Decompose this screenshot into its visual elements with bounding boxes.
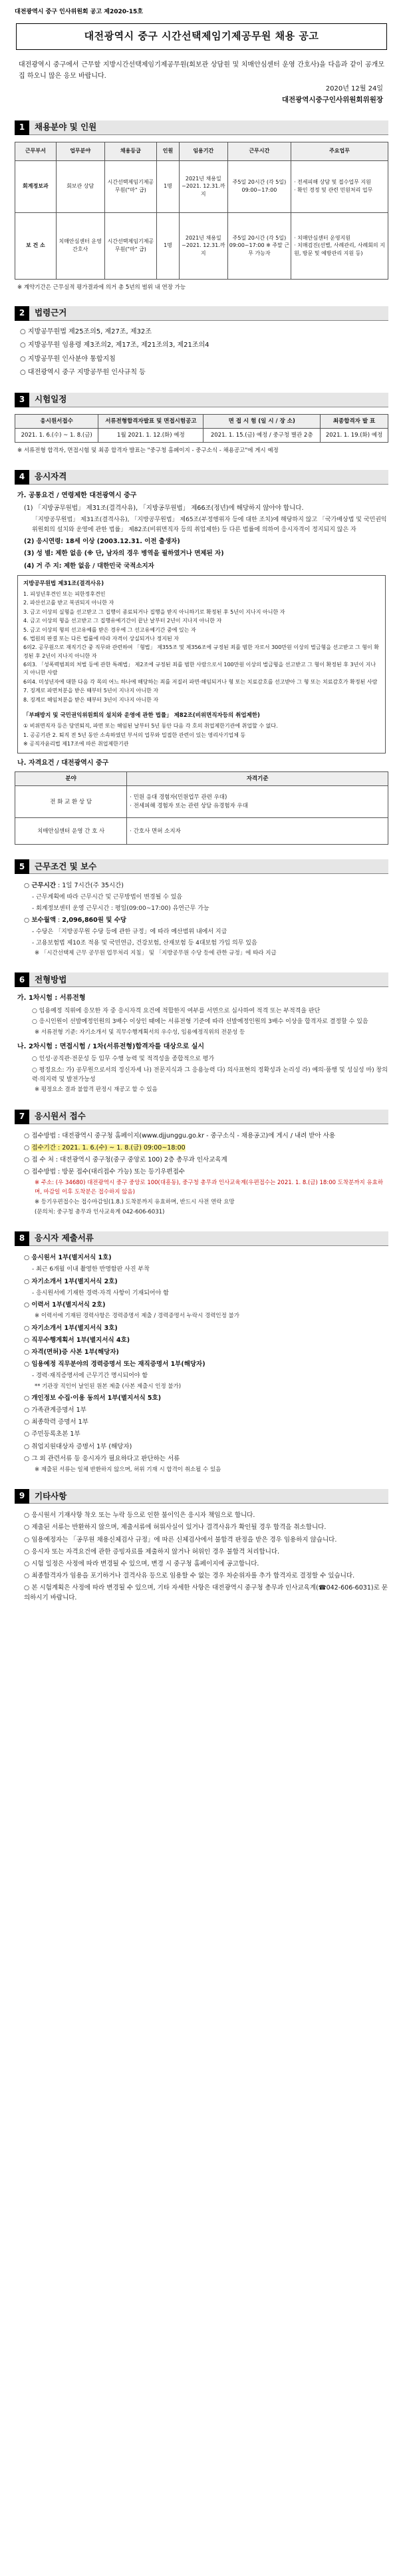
- section-7-header: [15, 1110, 388, 1124]
- section-number: 3: [15, 393, 29, 407]
- box-title: 「부패방지 및 국민권익위원회의 설치와 운영에 관한 법률」 제82조(비위면직자등의 취업제한): [23, 712, 260, 720]
- document-note: ※ 제출된 서류는 일체 반환하지 않으며, 허위 기재 시 합격이 취소될 수 있음: [35, 1466, 221, 1473]
- table-cell: 시간선택제임기제공무원("마" 급): [104, 212, 157, 279]
- application-contact: (문의처: 중구청 총무과 인사교육계 042-606-6031): [35, 1208, 165, 1215]
- selection-detail: ○ 인성·공직관·전문성 등 임무 수행 능력 및 적격성을 종합적으로 평가: [32, 1056, 215, 1063]
- box-line: 4. 금고 이상의 형을 선고받고 그 집행유예기간이 끝난 날부터 2년이 지나지 아니한 자: [23, 618, 222, 624]
- table-cell: 2021. 1. 19.(화) 예정: [321, 429, 388, 443]
- table-header: 자격기준: [127, 771, 388, 785]
- notice-date: 2020년 12월 24일: [325, 85, 383, 93]
- selection-detail: ○ 평정요소: 가) 공무원으로서의 정신자세 나) 전문지식과 그 응용능력 다) 의사표현의 정확성과 논리성 라) 예의·품행 및 성실성 마) 창의력·의지력 및 발전가능성: [32, 1066, 388, 1084]
- condition-detail: - 회계정보센터 운영 근무시간 : 평일(09:00~17:00) 유연근무 가능: [32, 905, 209, 912]
- box-line: 2. 파산선고를 받고 복권되지 아니한 자: [23, 600, 114, 606]
- document-detail: ** 기관장 직인이 날인된 원본 제출 (사본 제출시 인정 불가): [35, 1383, 182, 1390]
- document-item: ○ 응시원서 1부(별지서식 1호): [24, 1254, 112, 1262]
- section-title: 응시자 제출서류: [29, 1231, 388, 1246]
- condition-note: ※ 「시간선택제 근무 공무원 업무처리 지침」 및 「지방공무원 수당 등에 관한 규정」에 따라 지급: [35, 950, 277, 957]
- section-number: 4: [15, 470, 29, 485]
- box-line: 6의2. 공무원으로 재직기간 중 직무와 관련하여 「형법」 제355조 및 제356조에 규정된 죄를 범한 자로서 300만원 이상의 벌금형을 선고받고 그 형이 확정된 후 2년이 지나지 아니한 자: [23, 644, 379, 659]
- recruit-table: [15, 142, 388, 280]
- section-number: 1: [15, 120, 29, 135]
- document-item: ○ 자격(면허)증 사본 1부(해당자): [24, 1348, 119, 1356]
- table-cell: 1명: [157, 212, 180, 279]
- selection-stage-2: 나. 2차시험 : 면접시험 / 1차(서류전형)합격자를 대상으로 실시: [17, 1042, 205, 1050]
- misc-item: ○ 본 시험계획은 사정에 따라 변경될 수 있으며, 기타 자세한 사항은 대전광역시 중구청 총무과 인사교육계(☎042-606-6031)로 문의하시기 바랍니다.: [24, 1584, 388, 1602]
- section-number: 7: [15, 1110, 29, 1124]
- eligibility-part-a: 가. 공통요건 / 연령제한 대전광역시 중구: [17, 491, 137, 499]
- document-item: ○ 자기소개서 1부(별지서식 3호): [24, 1324, 118, 1332]
- eligibility-item: (1) 「지방공무원법」 제31조(결격사유), 「지방공무원법」 제66조(정년)에 해당하지 않아야 합니다.: [24, 505, 304, 513]
- table-cell: · 치매안심센터 운영지원 · 치매검진(선별, 사례관리, 사례회의 지원, 방문 및 예방관리 지원 등): [291, 212, 388, 279]
- disqualification-box: [17, 575, 386, 754]
- selection-detail: ○ 임용예정 직위에 응모한 자 중 응시자격 요건에 적합한지 여부를 서면으로 심사하여 적격 또는 부적격을 판단: [32, 1007, 321, 1014]
- condition-item: ○ 보수월액 : 2,096,860원 및 수당: [24, 917, 127, 925]
- box-line: 1. 공공기관 2. 퇴직 전 5년 동안 소속하였던 부서의 업무와 밀접한 관련이 있는 영리사기업체 등: [23, 732, 246, 738]
- document-item: ○ 가족관계증명서 1부: [24, 1406, 86, 1414]
- table-cell: · 간호사 면허 소지자: [127, 818, 388, 845]
- table-header: 채용등급: [104, 142, 157, 160]
- section-title: 법령근거: [29, 306, 388, 321]
- document-item: ○ 취업지원대상자 증명서 1부 (해당자): [24, 1442, 132, 1450]
- table-cell: · 민원 응대 경험자(민원업무 관련 우대) · 전세피해 경험자 또는 관련 상담 유경험자 우대: [127, 786, 388, 818]
- table-cell: 보 건 소: [15, 212, 57, 279]
- section-1-header: [15, 120, 388, 135]
- selection-note: ※ 평정요소 결과 불합격 판정시 재공고 할 수 있음: [35, 1086, 158, 1094]
- section-title: 기타사항: [29, 1489, 388, 1504]
- intro-paragraph: 대전광역시 중구에서 근무할 지방시간선택제임기제공무원(회보관 상담원 및 치매안심센터 운영 간호사)을 다음과 같이 공개모집 하오니 많은 응모 바랍니다.: [19, 61, 384, 80]
- section-title: 응시원서 접수: [29, 1110, 388, 1124]
- box-line: ※ 공직자윤리법 제17조에 따른 취업제한기관: [23, 741, 129, 747]
- section-title: 채용분야 및 인원: [29, 120, 388, 135]
- section-number: 8: [15, 1231, 29, 1246]
- selection-note: ※ 서류전형 기준: 자기소개서 및 직무수행계획서의 우수성, 임용예정직위의 전문성 등: [35, 1028, 245, 1036]
- table-header: 주요업무: [291, 142, 388, 160]
- application-note: ※ 등기우편접수는 접수마감일(1.8.) 도착분까지 유효하며, 반드시 사전 연락 요망: [35, 1198, 235, 1205]
- section-number: 9: [15, 1489, 29, 1504]
- box-line: 6의3. 「성폭력범죄의 처벌 등에 관한 특례법」 제2조에 규정된 죄를 범한 사람으로서 100만원 이상의 벌금형을 선고받고 그 형이 확정된 후 3년이 지나지 아니한 사람: [23, 662, 376, 676]
- box-line: 7. 징계로 파면처분을 받은 때부터 5년이 지나지 아니한 자: [23, 688, 159, 694]
- selection-stage-1: 가. 1차시험 : 서류전형: [17, 994, 86, 1002]
- section-4-header: [15, 470, 388, 485]
- eligibility-part-b: 나. 자격요건 / 대전광역시 중구: [17, 759, 109, 767]
- table-header: 최종합격자 발 표: [321, 414, 388, 428]
- table-cell: 주5일 20시간 (각 5일) 09:00~17:00 ※ 주말 근무 가능자: [227, 212, 291, 279]
- application-item: ○ 접수기간 : 2021. 1. 6.(수) ~ 1. 8.(금) 09:00~18:00: [24, 1144, 186, 1152]
- box-line: 5. 금고 이상의 형의 선고유예를 받은 경우에 그 선고유예기간 중에 있는 자: [23, 626, 196, 633]
- misc-item: ○ 시험 일정은 사정에 따라 변경될 수 있으며, 변경 시 중구청 홈페이지에 공고합니다.: [24, 1560, 259, 1568]
- table-cell: 회보관 상담: [56, 160, 104, 212]
- eligibility-detail: 「지방공무원법」 제31조(결격사유), 「지방공무원법」 제65조(부정행위자 등에 대한 조치)에 해당하지 않고 「국가배상법 및 국민권익위원회의 설치와 운영에 관한 법률」 제82조(비위면직자 등의 취업제한) 등 다른 법률에 의하여 응시자격이 정지되지 않은 자: [32, 517, 387, 533]
- box-line: ① 비위면직자 등은 당연퇴직, 파면 또는 해임된 날부터 5년 동안 다음 각 호의 취업제한기관에 취업할 수 없다.: [23, 723, 278, 730]
- table-cell: · 전세피해 상담 및 접수업무 지원 · 확인 경정 및 관련 민원처리 업무: [291, 160, 388, 212]
- table-cell: 주5일 20시간 (각 5일) 09:00~17:00: [227, 160, 291, 212]
- law-item: ○ 지방공무원법 제25조의5, 제27조, 제32조: [20, 327, 152, 335]
- document-item: ○ 임용예정 직무분야의 경력증명서 또는 재직증명서 1부(해당자): [24, 1361, 205, 1369]
- table-header: 분야: [15, 771, 127, 785]
- box-line: 8. 징계로 해임처분을 받은 때부터 3년이 지나지 아니한 자: [23, 696, 159, 703]
- table-header: 임용기간: [179, 142, 227, 160]
- table-cell: 2021. 1. 6.(수) ~ 1. 8.(금): [15, 429, 98, 443]
- notice-number: 대전광역시 중구 인사위원회 공고 제2020-15호: [15, 9, 143, 15]
- condition-detail: - 근무계획에 따라 근무시간 및 근무방법이 변경될 수 있음: [32, 894, 183, 901]
- selection-detail: ○ 응시인원이 선발예정인원의 3배수 이상인 때에는 서류전형 기준에 따라 선발예정인원의 3배수 이상을 합격자로 결정할 수 있음: [32, 1018, 368, 1026]
- document-detail: ※ 이력서에 기재된 경력사항은 경력증명서 제출 / 경력증명서 누락시 경력인정 불가: [35, 1313, 239, 1320]
- table-header: 근무시간: [227, 142, 291, 160]
- section-3-header: [15, 393, 388, 407]
- recruit-note: ※ 계약기간은 근무실적 평가결과에 의거 총 5년의 범위 내 연장 가능: [17, 284, 186, 291]
- law-item: ○ 대전광역시 중구 지방공무원 인사규칙 등: [20, 369, 146, 377]
- document-detail: - 경력·재직증명서에 근무기간 명시되어야 함: [32, 1373, 148, 1380]
- qualification-table: [15, 771, 388, 845]
- document-detail: - 응시원서에 기재한 경력·자격 사항이 기재되어야 함: [32, 1289, 169, 1297]
- application-item: ○ 접수방법 : 대전광역시 중구청 홈페이지(www.djjunggu.go.kr - 중구소식 - 채용공고)에 게시 / 내려 받아 사용: [24, 1132, 336, 1140]
- eligibility-item: (3) 성 별: 제한 없음 (※ 단, 남자의 경우 병역을 필하였거나 면제된 자): [24, 550, 224, 558]
- table-cell: 1월 2021. 1. 12.(화) 예정: [98, 429, 203, 443]
- table-cell: 치매안심센터 운영 간 호 사: [15, 818, 127, 845]
- section-number: 2: [15, 306, 29, 321]
- box-line: 3. 금고 이상의 실형을 선고받고 그 집행이 종료되거나 집행을 받지 아니하기로 확정된 후 5년이 지나지 아니한 자: [23, 608, 285, 615]
- document-item: ○ 직무수행계획서 1부(별지서식 4호): [24, 1336, 130, 1344]
- box-line: 1. 피성년후견인 또는 피한정후견인: [23, 590, 106, 597]
- law-item: ○ 지방공무원 인사분야 통합지침: [20, 355, 116, 363]
- document-item: ○ 자기소개서 1부(별지서식 2호): [24, 1277, 118, 1285]
- section-8-header: [15, 1231, 388, 1246]
- document-item: ○ 이력서 1부(별지서식 2호): [24, 1301, 106, 1309]
- schedule-table: [15, 414, 388, 443]
- application-item: ○ 접수방법 : 방문 접수(대리접수 가능) 또는 등기우편접수: [24, 1168, 185, 1176]
- section-6-header: [15, 972, 388, 987]
- table-header: 인원: [157, 142, 180, 160]
- table-cell: 치매안심센터 운영 간호사: [56, 212, 104, 279]
- document-detail: - 최근 6개월 이내 촬영한 반명함판 사진 부착: [32, 1266, 150, 1273]
- misc-item: ○ 제출된 서류는 반환하지 않으며, 제출서류에 허위사실이 있거나 결격사유가 확인될 경우 합격을 취소합니다.: [24, 1524, 327, 1532]
- table-cell: 2021년 채용일 ~2021. 12.31.까지: [179, 212, 227, 279]
- box-title: 지방공무원법 제31조(결격사유): [23, 580, 104, 587]
- section-5-header: [15, 859, 388, 874]
- law-item: ○ 지방공무원 임용령 제3조의2, 제17조, 제21조의3, 제21조의4: [20, 341, 209, 349]
- notice-title: 대전광역시 중구 시간선택제임기제공무원 채용 공고: [16, 23, 387, 50]
- section-number: 5: [15, 859, 29, 874]
- section-title: 근무조건 및 보수: [29, 859, 388, 874]
- misc-item: ○ 임용예정자는 「공무원 채용신체검사 규정」에 따른 신체검사에서 불합격 판정을 받은 경우 임용하지 않습니다.: [24, 1536, 337, 1544]
- table-header: 응시원서접수: [15, 414, 98, 428]
- application-item: ○ 접 수 처 : 대전광역시 중구청(중구 중앙로 100) 2층 총무과 인사교육계: [24, 1156, 227, 1164]
- notice-org: 대전광역시중구인사위원회위원장: [281, 96, 383, 105]
- table-header: 면 접 시 험 (일 시 / 장 소): [203, 414, 321, 428]
- table-cell: 1명: [157, 160, 180, 212]
- section-9-header: [15, 1489, 388, 1504]
- document-item: ○ 개인정보 수집·이용 동의서 1부(별지서식 5호): [24, 1394, 162, 1402]
- condition-detail: - 수당은 「지방공무원 수당 등에 관한 규정」에 따라 예산범위 내에서 지급: [32, 929, 227, 936]
- eligibility-item: (4) 거 주 지: 제한 없음 / 대한민국 국적소지자: [24, 562, 154, 570]
- misc-item: ○ 응시자 또는 자격요건에 관한 증빙자료를 제출하지 않거나 허위인 경우 불합격 처리합니다.: [24, 1548, 280, 1556]
- table-cell: 2021년 채용일 ~2021. 12.31.까지: [179, 160, 227, 212]
- table-cell: 전 화 교 환 상 담: [15, 786, 127, 818]
- table-header: 서류전형합격자발표 및 면접시험공고: [98, 414, 203, 428]
- section-title: 전형방법: [29, 972, 388, 987]
- section-number: 6: [15, 972, 29, 987]
- section-title: 응시자격: [29, 470, 388, 485]
- table-cell: 시간선택제임기제공무원("마" 급): [104, 160, 157, 212]
- table-header: 근무부서: [15, 142, 57, 160]
- box-line: 6의4. 미성년자에 대한 다음 각 목의 어느 하나에 해당하는 죄를 저질러 파면·해임되거나 형 또는 치료감호를 선고받아 그 형 또는 치료감호가 확정된 사람: [23, 678, 378, 685]
- eligibility-item: (2) 응시연령: 18세 이상 (2003.12.31. 이전 출생자): [24, 538, 180, 546]
- condition-item: ○ 근무시간 : 1일 7시간(주 35시간): [24, 882, 124, 890]
- table-header: 업무분야: [56, 142, 104, 160]
- document-item: ○ 주민등록초본 1부: [24, 1430, 80, 1438]
- schedule-note: ※ 서류전형 합격자, 면접시험 및 최종 합격자 발표는 "중구청 홈페이지 - 중구소식 - 채용공고"에 게시 예정: [17, 447, 279, 455]
- table-cell: 회계정보과: [15, 160, 57, 212]
- application-note: ※ 주소: (우 34680) 대전광역시 중구 중앙로 100(대흥동), 중구청 총무과 인사교육계(우편접수는 2021. 1. 8.(금) 18:00 도착분까지 유효하며, 마감일 이후 도착분은 접수하지 않음): [35, 1180, 384, 1195]
- misc-item: ○ 응시원서 기재사항 착오 또는 누락 등으로 인한 불이익은 응시자 책임으로 합니다.: [24, 1512, 255, 1520]
- section-2-header: [15, 306, 388, 321]
- document-item: ○ 그 외 관련서류 등 응시자가 필요하다고 판단하는 서류: [24, 1454, 180, 1462]
- table-cell: 2021. 1. 15.(금) 예정 / 중구청 별관 2층: [203, 429, 321, 443]
- condition-detail: - 고용보험법 제10조 적용 및 국민연금, 건강보험, 산재보험 등 4대보험 가입 의무 있음: [32, 939, 257, 947]
- document-item: ○ 최종학력 증명서 1부: [24, 1418, 88, 1426]
- section-title: 시험일정: [29, 393, 388, 407]
- box-line: 6. 법원의 판결 또는 다른 법률에 따라 자격이 상실되거나 정지된 자: [23, 635, 179, 642]
- misc-item: ○ 최종합격자가 임용을 포기하거나 결격사유 등으로 임용할 수 없는 경우 차순위자를 추가 합격자로 결정할 수 있습니다.: [24, 1572, 355, 1580]
